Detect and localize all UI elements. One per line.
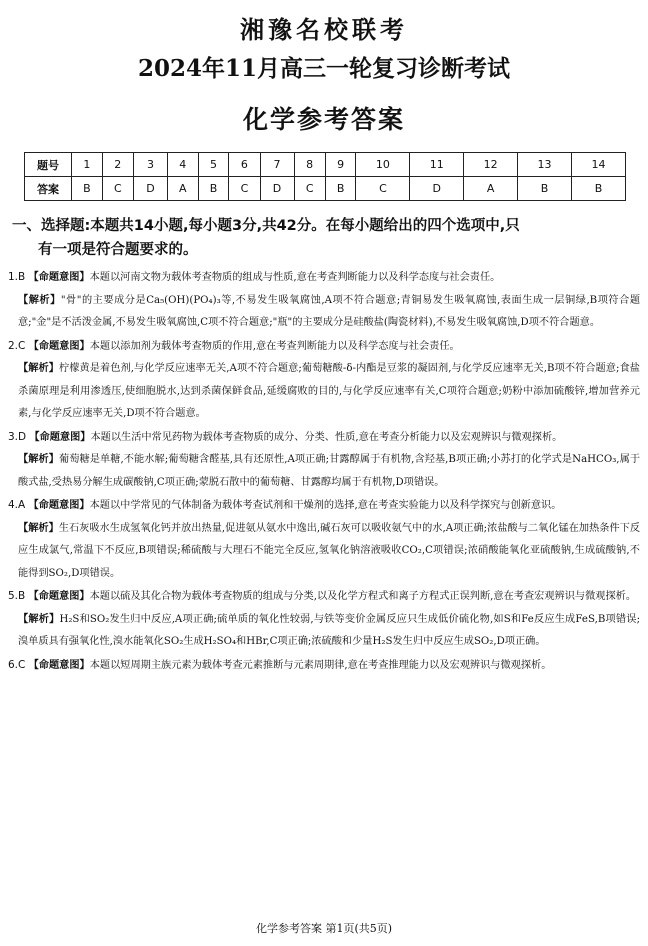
answer-table (24, 152, 626, 201)
answer-cell: D (410, 177, 464, 201)
intent-tag: 【命题意图】 (28, 340, 90, 352)
answer-cell: B (72, 177, 103, 201)
intent-text: 本题以河南文物为载体考查物质的组成与性质,意在考查判断能力以及科学态度与社会责任。 (89, 272, 501, 283)
answer-explanations (8, 266, 640, 677)
question-number-cell: 6 (229, 153, 260, 177)
intent-text: 本题以中学常见的气体制备为载体考查试剂和干燥剂的选择,意在考查实验能力以及科学探究与创新意识。 (89, 500, 562, 511)
answer-table-number-row (25, 153, 626, 177)
document-title: 化学参考答案 (242, 105, 405, 134)
question-number: 1.B (8, 271, 26, 283)
question-number: 5.B (8, 590, 26, 602)
analysis-tag: 【解析】 (18, 294, 61, 306)
answer-cell: A (167, 177, 198, 201)
question-number-cell: 10 (356, 153, 410, 177)
analysis-text: 葡萄糖是单糖,不能水解;葡萄糖含醛基,具有还原性,A项正确;甘露醇属于有机物,含羟基,B项正确;小苏打的化学式是NaHCO₃,属于酸式盐,受热易分解生成碳酸钠,C项正确;蒙脱石散中的葡萄糖、甘露醇均属于有机物,D项错误。 (18, 454, 641, 488)
answer-cell: B (571, 177, 625, 201)
question-number-cell: 9 (325, 153, 356, 177)
question-block-5 (8, 585, 640, 654)
exam-org-title: 湘豫名校联考 (240, 15, 408, 44)
question-number-cell: 13 (518, 153, 572, 177)
question-number: 3.D (8, 430, 27, 443)
question-number-cell: 1 (72, 153, 103, 177)
intent-tag: 【命题意图】 (28, 500, 90, 511)
question-number-cell: 7 (260, 153, 294, 177)
section-heading-line2: 有一项是符合题要求的。 (38, 242, 198, 258)
analysis-tag: 【解析】 (18, 454, 59, 465)
question-block-4 (8, 494, 640, 585)
answer-cell: C (356, 177, 410, 201)
exam-name-title: 2024年11月高三一轮复习诊断考试 (137, 55, 511, 82)
answer-cell: C (229, 177, 260, 201)
analysis-text: H₂S和SO₂发生归中反应,A项正确;硫单质的氧化性较弱,与铁等变价金属反应只生成低价硫化物,如S和Fe反应生成FeS,B项错误;溴单质具有强氧化性,溴水能氧化SO₂生成H₂SO₄和HBr,C项正确;浓硫酸和少量H₂S发生归中反应生成SO₂,D项正确。 (18, 613, 640, 647)
intent-tag: 【命题意图】 (28, 659, 90, 671)
question-number: 4.A (8, 499, 26, 511)
question-number-cell: 4 (167, 153, 198, 177)
answer-cell: B (325, 177, 356, 201)
analysis-text: "骨"的主要成分是Ca₅(OH)(PO₄)₃等,不易发生吸氧腐蚀,A项不符合题意;青铜易发生吸氧腐蚀,表面生成一层铜绿,B项符合题意;"金"是不活泼金属,不易发生吸氧腐蚀,C项不符合题意;"瓶"的主要成分是硅酸盐(陶瓷材料),不易发生吸氧腐蚀,D项不符合题意。 (18, 294, 641, 328)
question-block-3 (8, 426, 640, 495)
question-number-cell: 2 (102, 153, 133, 177)
analysis-tag: 【解析】 (18, 522, 59, 534)
question-number-cell: 12 (464, 153, 518, 177)
answer-cell: A (464, 177, 518, 201)
analysis-text: 柠檬黄是着色剂,与化学反应速率无关,A项不符合题意;葡萄糖酸-δ-内酯是豆浆的凝固剂,与化学反应速率无关,B项不符合题意;食盐杀菌原理是利用渗透压,使细胞脱水,达到杀菌保鲜食品,延缓腐败的目的,与化学反应速率有关,C项符合题意;奶粉中添加硫酸锌,增加营养元素,与化学反应速率无关,D项不符合题意。 (18, 363, 640, 419)
intent-tag: 【命题意图】 (28, 272, 90, 283)
answer-cell: B (198, 177, 229, 201)
question-number-cell: 14 (571, 153, 625, 177)
intent-text: 本题以硫及其化合物为载体考查物质的组成与分类,以及化学方程式和离子方程式正误判断,意在考查宏观辨识与微观探析。 (89, 591, 637, 602)
intent-tag: 【命题意图】 (29, 431, 91, 443)
answer-row-label: 答案 (25, 177, 72, 201)
analysis-text: 生石灰吸水生成氢氧化钙并放出热量,促进氨从氨水中逸出,碱石灰可以吸收氨气中的水,A项正确;浓盐酸与二氧化锰在加热条件下反应生成氯气,常温下不反应,B项错误;稀硫酸与大理石不能完全反应,氢氧化钠溶液吸收CO₂,C项错误;浓硝酸能氧化亚硫酸钠,生成硫酸钠,不能得到SO₂,D项错误。 (18, 522, 641, 579)
question-block-1 (8, 266, 640, 335)
page-footer: 化学参考答案 第1页(共5页) (255, 922, 393, 935)
question-number-cell: 8 (294, 153, 325, 177)
answer-cell: D (260, 177, 294, 201)
section-heading (12, 214, 638, 262)
answer-cell: D (133, 177, 167, 201)
question-number-cell: 3 (133, 153, 167, 177)
answer-table-answer-row (25, 177, 626, 201)
intent-text: 本题以添加剂为载体考查物质的作用,意在考查判断能力以及科学态度与社会责任。 (89, 340, 460, 352)
analysis-tag: 【解析】 (18, 363, 59, 374)
question-number-cell: 5 (198, 153, 229, 177)
answer-cell: C (102, 177, 133, 201)
intent-tag: 【命题意图】 (28, 591, 90, 602)
question-number: 6.C (8, 658, 26, 671)
question-block-2 (8, 335, 640, 426)
intent-text: 本题以生活中常见药物为载体考查物质的成分、分类、性质,意在考查分析能力以及宏观辨识与微观探析。 (90, 431, 563, 443)
question-block-6 (8, 654, 640, 678)
analysis-tag: 【解析】 (18, 613, 60, 625)
answer-cell: C (294, 177, 325, 201)
answer-cell: B (518, 177, 572, 201)
question-number: 2.C (8, 339, 26, 352)
section-heading-line1: 一、选择题:本题共14小题,每小题3分,共42分。在每小题给出的四个选项中,只 (12, 218, 520, 234)
intent-text: 本题以短周期主族元素为载体考查元素推断与元素周期律,意在考查推理能力以及宏观辨识与微观探析。 (89, 659, 552, 671)
number-row-label: 题号 (25, 153, 72, 177)
question-number-cell: 11 (410, 153, 464, 177)
